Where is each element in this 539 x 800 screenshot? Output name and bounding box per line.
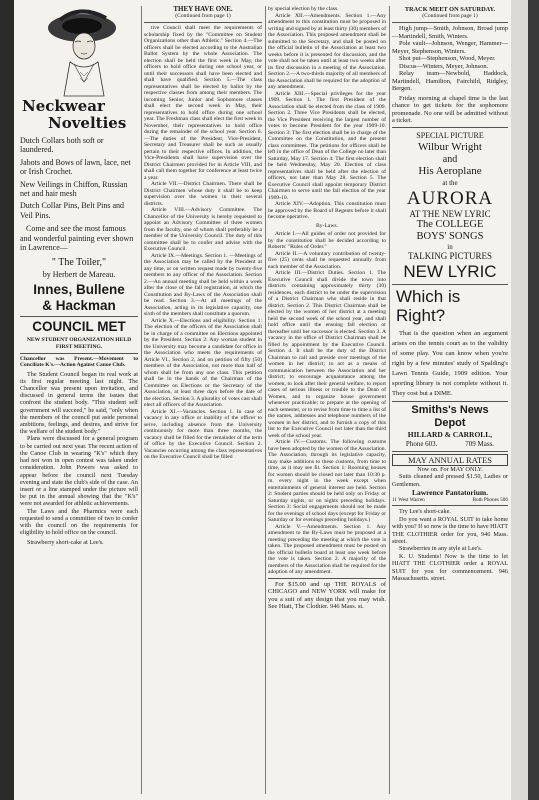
bylaws-heading: By-Laws. xyxy=(316,222,338,229)
divider xyxy=(392,22,508,23)
wilbur-wright: Wilbur Wright xyxy=(418,140,482,153)
which-headline-2: Right? xyxy=(396,305,446,325)
neckwear-ad xyxy=(20,6,138,314)
at-new-lyric: AT THE NEW LYRIC xyxy=(409,208,491,219)
they-have-one-headline: THEY HAVE ONE. xyxy=(173,6,233,13)
article-paragraph: Article XII.—Amendments. Section 1.—Any amendment to this constitution must be proposed in writing and signed by at least thirty (30) members of the Association. This proposed amendment shall be submitted to the Secretary, and shall be posted on the official bulletin of the Association at least two weeks before it is presented for discussion, and the vote shall not be taken until at least two weeks after its first discussion in a meeting of the Association. Section 2.—A two-thirds majority of all members of the Association shall be required for the adoption of any amendment. xyxy=(268,12,386,90)
rates-suits: Suits cleaned and pressed $1.50, Ladies or Gentlemen. xyxy=(392,473,508,488)
pantatorium-address: 11 West Warren xyxy=(392,496,425,503)
council-paragraph: Plans were discussed for a general program to be carried out next year. The recent action of the Canoe Club in wearing "K's" which they had not won in open contest was taken under consideration. John Powers was asked to appear before the council next Tuesday evening and state the club's side of the case. An insert or a line stamped under the picture will be put in the annual showing that the "K's" were not awarded for athletic achievements. xyxy=(20,435,138,508)
article-paragraph: Article XIV.—Adoption. This constitution must be approved by the Board of Regents before it shall become operative. xyxy=(268,201,386,220)
council-deck: Chancellor was Present.—Movement to Conciliate K's.—Action Against Canoe Club. xyxy=(20,355,138,369)
store-name-1: Innes, Bullene xyxy=(33,282,125,298)
strawberries-note: Strawberries in any style at Lee's. xyxy=(399,545,483,553)
track-paragraph: Relay team—Newbold, Haddock, Martindell, Hamilton, Fairchild, Ridgley, Bergen. xyxy=(392,70,508,93)
bylaw-paragraph: Article III.—District Duties. Section 1. The Executive Council shall divide the town into districts containing approximately thirty (30) residences, each district to be under the supervision of a District Chairman who shall reside in that district. Section 2. This District Chairman shall be elected by the women of her district at a meeting held the second week of the school year, and shall hold office until the ensuing fall election or thereafter until her successor is elected. Section 3. A vacancy in the office of District Chairman shall be filled by appointment by the Executive Council. Section 4. It shall be the duty of the District Chairman to call and preside over meetings of the women in her district; to act as a means of communication between the Association and her district; to encourage acquaintance among the women, to look after their general welfare, to report cases of serious illness or trouble to the Dean of Women, and to organize house government whenever practicable; to prepare at the opening of each semester, or to revise from time to time a list of the names, addresses and telephone numbers of the women in her district, and to furnish a copy of this list to the Executive Council not later than the third week of the school year. xyxy=(268,270,386,439)
divider xyxy=(144,22,262,23)
smiths-contact xyxy=(392,440,508,449)
smiths-news-ad xyxy=(392,404,508,449)
track-paragraph: Friday morning at chapel time is the last chance to get tickets for the sophomore promenade. No one will be admitted without a ticket. xyxy=(392,94,508,125)
column-rule xyxy=(265,6,266,794)
and-word: and xyxy=(442,153,458,165)
aurora-title: AURORA xyxy=(406,187,494,209)
article-paragraph: by special election by the class. xyxy=(268,6,339,12)
column-rule xyxy=(389,6,390,794)
bylaw-paragraph: Article I.—All guides of order not provided for by the constitution shall be decided according to Roberts' "Rules of Order." xyxy=(268,231,386,250)
rates-ad xyxy=(392,454,508,583)
newspaper-page xyxy=(14,0,511,800)
lady-illustration xyxy=(20,6,138,98)
divider xyxy=(20,353,138,354)
divider xyxy=(392,505,508,506)
council-paragraph: The Laws and the Pharmics were each requested to send a committee of two to confer with the council on the requirements for eligibility to hold office on the council. xyxy=(20,507,138,537)
track-paragraph: High jump—Smith, Johnson, Broad jump—Martindell, Smith, Winters. xyxy=(392,25,508,40)
rates-headline: MAY ANNUAL RATES xyxy=(392,454,508,466)
article-paragraph: Article XIII.—Special privileges for the year 1909. Section 1. The first President of the Association shall be elected from the class of 1909. Section 2. Three Vice Presidents shall be elected, the Vice President receiving the largest number of votes to become President for the year 1909-10. Section 3: The first election shall be in charge of the Committee on the Constitution, and the present class committees. The petitions for officers shall be left in the office of Dean of the College no later than Saturday, May 17. Section 4: The first election shall be held Wednesday, May 20. Election of class representatives shall be held after the election of officers, not later than May 28. Section 5. The Executive Council shall appoint temporary District Chairmen to serve until the fall election of the year 1909-10. xyxy=(268,90,386,201)
smiths-line-3: HILLARD & CARROLL, xyxy=(407,429,493,439)
article-paragraph: Article XI.—Vacancies. Section 1. In case of vacancy in any office or inability of the officer to serve, including absence from the University continuously for more than three months, the vacancy shall be filled for the remainder of the term of office by the Executive Council. Section 2. Vacancies occurring among the class representatives on the Executive Council shall be filled xyxy=(144,408,262,461)
column-2 xyxy=(144,6,262,796)
talking-pictures: TALKING PICTURES xyxy=(407,250,493,261)
article-paragraph: Article X.—Elections and eligibility. Section 1: The election of the officers of the Association shall be in charge of a committee on Elections appointed by the President. Section 2: Any woman student in the University may become a candidate for office in the Association who meets the requirements of Article VI., Section 2, and on petition of fifty (50) members of the Association, not more than half of whom shall be from any one class. This petition shall be in the hands of the Chairman of the Committee on Elections or the Secretary of the Association, at least three days before the date of the election. Section 3. A plurality of votes cast shall elect all officers of the Association. xyxy=(144,317,262,409)
strawberry-note: Strawberry short-cake at Lee's. xyxy=(27,539,104,547)
lady-in-hat-illustration xyxy=(20,6,138,98)
store-name-2: & Hackman xyxy=(42,298,116,314)
article-paragraph: Article VIII.—Advisory Committee. The Chancellor of the University is hereby requested to appoint an Advisory Committee of three women from the faculty, one of whom shall preferably be a member of the University Council. The duty of this committee shall be to confer and advise with the Executive Council. xyxy=(144,207,262,253)
neckwear-item-4: Dutch Collar Pins, Belt Pins and Veil Pins. xyxy=(20,201,124,220)
council-headline: COUNCIL MET xyxy=(32,319,126,335)
article-paragraph: Article VII.—District Chairmen. There shall be District Chairmen whose duty it shall be to keep supervision over the women in their several districts. xyxy=(144,181,262,207)
council-paragraph: The Student Council began its real work at its first regular meeting last night. The Chancellor was present upon invitation, and discussed in general terms the issues that confront the student body. "This student self government will succeed," he said, "only when the members of the council put aside personal ambitions, feelings, and desires, and strive for the welfare of the student body." xyxy=(20,370,138,436)
track-paragraph: Discus—Winters, Meyer, Johnson. xyxy=(399,62,489,70)
scan-left-edge xyxy=(0,0,14,800)
divider xyxy=(268,578,386,579)
column-3 xyxy=(268,6,386,796)
column-rule xyxy=(141,6,142,794)
come-see-text: Come and see the most famous and wonderful painting ever shown in Lawrence— xyxy=(20,224,134,253)
column-4 xyxy=(392,6,508,796)
binding-shadow xyxy=(528,0,539,800)
bylaw-paragraph: Article II.—A voluntary contribution of twenty-five (25) cents shall be requested annually from each member of the Association. xyxy=(268,250,386,270)
boys-songs: BOYS' SONGS xyxy=(416,230,484,242)
his-aeroplane: His Aeroplane xyxy=(418,164,482,177)
continued-note: (Continued from page 1) xyxy=(422,13,478,20)
painting-title: " The Toiler," xyxy=(51,257,107,269)
in-word: in xyxy=(447,242,453,251)
special-picture: SPECIAL PICTURE xyxy=(416,130,484,140)
divider xyxy=(392,401,508,402)
at-the: at the xyxy=(442,178,458,187)
bylaw-paragraph: Article IV.—Customs. The following customs have been adopted by the women of the Association. The Association, through its legislative capacity, may make additions to these customs, from time to time, as it may see fit. Section 1: Rooming houses for women should be closed not later than 10:30 p. m. every night in the week except when entertainments of general interest are held. Section 2: Student parties should be held only on Friday or Saturday nights, or on nights preceding holidays. Section 3: Social engagements should not be made for the evenings of school days (except for Friday or Saturday or for evenings preceding holidays.) xyxy=(268,439,386,523)
pantatorium: Lawrence Pantatorium. xyxy=(411,487,489,497)
neckwear-title: Neckwear xyxy=(22,97,105,115)
which-headline-1: Which is xyxy=(396,286,461,306)
new-lyric-title: NEW LYRIC xyxy=(403,261,497,281)
smiths-address: 709 Mass. xyxy=(465,439,495,448)
track-meet-headline: TRACK MEET ON SATURDAY. xyxy=(404,6,496,13)
royal-suit-note: Do you want a ROYAL SUIT to take home with you? If so now is the time to have HIATT THE CLOTHIER order for you, 946 Mass. street. xyxy=(392,515,508,545)
which-body: That is the question when an argument arises on the tennis court as to the validity of some play. You can know when you're right by a few minutes' study of Spalding's Lawn Tennis Guide, 1909 edition. Your sporting library is not complete without it. They cost but a DIME. xyxy=(392,329,508,397)
bylaw-paragraph: Article V.—Amendments. Section 1. Any amendment to the By-Laws must be proposed at a meeting preceding the meeting at which the vote is taken. The proposed amendment must be posted on the official bulletin board at least one week before the vote is taken. Section 2. A majority of the members of the Association shall be required for the adoption of any amendment. xyxy=(268,523,386,575)
smiths-phone: Phone 603. xyxy=(405,439,438,448)
divider xyxy=(392,451,508,452)
college-text: The COLLEGE xyxy=(416,218,484,230)
ku-students-note: K. U. Students! Now is the time to let HIATT THE CLOTHIER order a ROYAL SUIT for you for commencement. 946 Massachusetts. street. xyxy=(392,552,508,582)
divider xyxy=(392,127,508,128)
smiths-line-1: Smiths's News xyxy=(411,403,489,416)
continued-note: (Continued from page 1) xyxy=(175,13,231,20)
smiths-line-2: Depot xyxy=(434,416,466,429)
which-is-right-ad xyxy=(392,287,508,399)
neckwear-item-3: New Veilings in Chiffon, Russian net and hair mesh xyxy=(20,179,128,199)
neckwear-item-2: Jabots and Bows of lawn, lace, net or Irish Crochet. xyxy=(20,157,131,177)
royals-ad-text: For $15.00 and up THE ROYALS of CHICAGO and NEW YORK will make for you a suit of any design that you may wish. See Hiatt, The Clothier. 946 Mass. st. xyxy=(268,580,386,611)
painter-name: by Herbert de Mareau. xyxy=(42,270,116,280)
aurora-ad xyxy=(392,130,508,282)
track-paragraph: Shot put—Stephenson, Wood, Meyer. xyxy=(399,55,496,63)
pantatorium-phones: Both Phones 506 xyxy=(472,496,508,503)
rates-now-on: Now on. For MAY ONLY. xyxy=(417,465,483,473)
divider xyxy=(20,316,138,317)
shortcake-note: Try Lee's short-cake. xyxy=(399,508,451,516)
neckwear-title-2: Novelties xyxy=(48,114,127,132)
neckwear-item-1: Dutch Collars both soft or laundered. xyxy=(20,136,104,155)
article-paragraph: Article IX.—Meetings. Section 1. —Meetings of the Association may be called by the President at any time, or on written request made by twenty-five members to any officer of the Association. Section 2.—An annual meeting shall be held within a week after the close of the fall registration, at which the Constitution and By-Laws of the Association shall be read. Section 3.—At all meetings of the Association, acting in its legislative capacity, one sixth of the members shall constitute a quorum. xyxy=(144,252,262,318)
council-article xyxy=(20,319,138,546)
divider xyxy=(392,284,508,285)
track-paragraph: Pole vault—Johnson, Wenger, Hammer—Meyer, Stephenson, Winters. xyxy=(392,40,508,55)
pantatorium-contact xyxy=(392,497,508,503)
column-1 xyxy=(20,6,138,796)
council-subhead: NEW STUDENT ORGANIZATION HELD FIRST MEETING. xyxy=(26,337,132,351)
article-paragraph: tive Council shall meet the requirements of scholarship fixed by the "Committee on Student Organizations other than Athletic." Section 4.—The officers shall be elected according to the Australian Ballot System by the whole Association. The election shall be held the first week in May, the officers to hold office during one school year, or until their successors shall have been elected and shall have qualified. Section 5.—The class representatives shall be elected by ballot by the respective classes from among their members. The incoming Senior, Junior and Sophomore classes shall elect the second week in May, their representatives to hold office during one school year. The Freshman class shall elect the first week in November, their representatives to hold office during the remainder of the school year. Section 6.—The duties of the President, Vice-President, Secretary and Treasurer shall be such as usually pertain to their respective offices. In addition, the Vice-Presidents shall have supervision over the District Chairmen provided for in Article VIII, and shall call them together for conference at least twice a year. xyxy=(144,25,262,181)
